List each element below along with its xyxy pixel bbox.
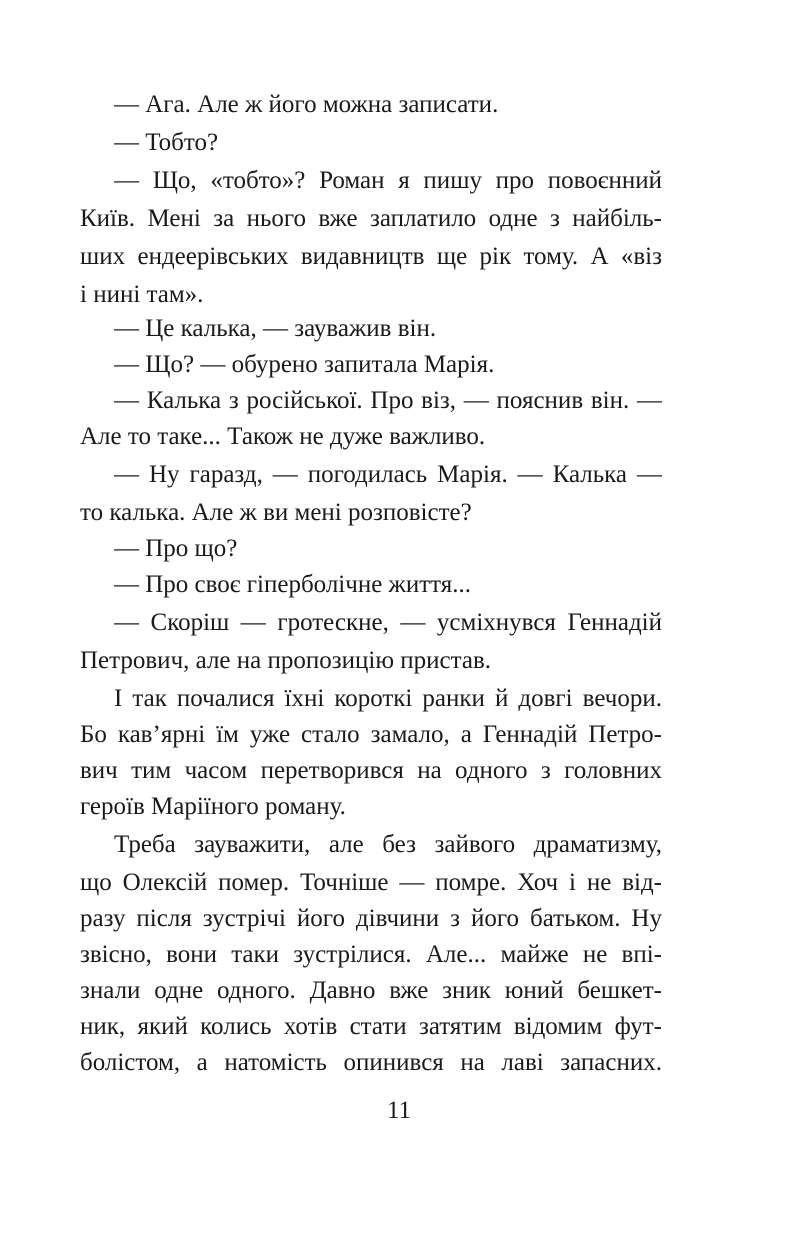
text-line: вич тим часом перетворився на одного з головних xyxy=(80,757,662,784)
text-line: — Ну гаразд, — погодилась Марія. — Калька — xyxy=(114,461,662,488)
text-line: — Калька з російської. Про віз, — пояснив він. — xyxy=(114,387,662,414)
text-line: то калька. Але ж ви мені розповісте? xyxy=(80,499,472,526)
text-line: Бо кав’ярні їм уже стало замало, а Геннадій Петро- xyxy=(80,721,662,748)
text-line: Але то таке... Також не дуже важливо. xyxy=(80,423,486,450)
text-line: Київ. Мені за нього вже заплатило одне з найбіль- xyxy=(80,205,662,232)
text-line: ник, який колись хотів стати затятим відомим фут- xyxy=(80,1013,662,1040)
text-line: разу після зустрічі його дівчини з його батьком. Ну xyxy=(80,905,662,932)
text-line: що Олексій помер. Точніше — помре. Хоч і не від- xyxy=(80,869,662,896)
text-line: — Про своє гіперболічне життя... xyxy=(114,571,471,598)
text-line: і нині там». xyxy=(80,281,204,308)
text-line: — Тобто? xyxy=(114,129,219,156)
text-line: — Скоріш — гротескне, — усміхнувся Геннадій xyxy=(114,609,662,636)
text-line: Петрович, але на пропозицію пристав. xyxy=(80,647,491,674)
text-line: ших ендеерівських видавництв ще рік тому. А «віз xyxy=(80,243,662,270)
text-line: Треба зауважити, але без зайвого драматизму, xyxy=(114,831,662,858)
text-line: — Що? — обурено запитала Марія. xyxy=(114,351,495,378)
text-line: — Що, «тобто»? Роман я пишу про повоєнний xyxy=(114,167,662,194)
text-line: І так почалися їхні короткі ранки й довгі вечори. xyxy=(114,685,662,712)
text-line: болістом, а натомість опинився на лаві запасних. xyxy=(80,1049,662,1076)
text-line: — Про що? xyxy=(114,535,238,562)
text-line: героїв Маріїного роману. xyxy=(80,793,346,820)
text-line: знали одне одного. Давно вже зник юний бешкет- xyxy=(80,977,662,1004)
text-line: — Це калька, — зауважив він. xyxy=(114,315,437,342)
text-line: звісно, вони таки зустрілися. Але... майже не впі- xyxy=(80,941,662,968)
text-line: — Ага. Але ж його можна записати. xyxy=(114,91,499,118)
page-number: 11 xyxy=(386,1097,412,1124)
